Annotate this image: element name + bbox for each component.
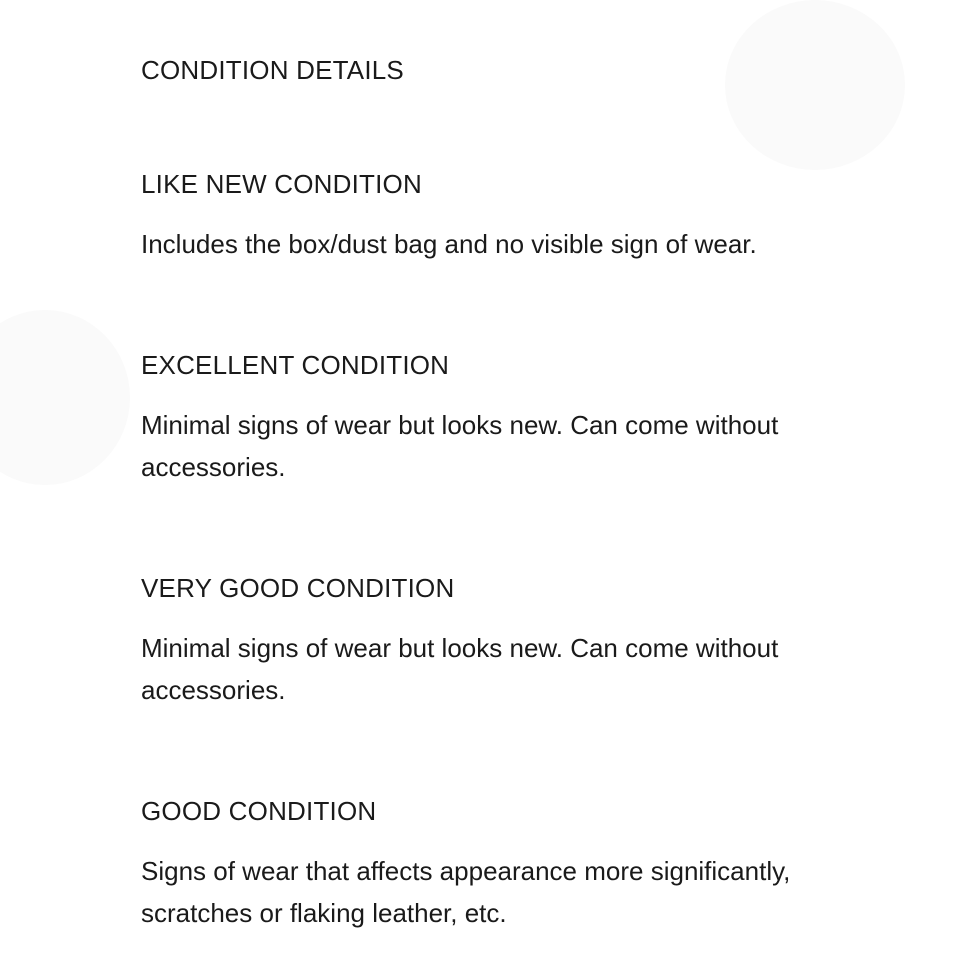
condition-heading: GOOD CONDITION (141, 796, 377, 826)
condition-very-good (141, 573, 821, 711)
condition-heading: VERY GOOD CONDITION (141, 573, 455, 603)
condition-description: Minimal signs of wear but looks new. Can come without accessories. (141, 410, 779, 482)
condition-heading: EXCELLENT CONDITION (141, 350, 450, 380)
condition-good (141, 796, 821, 934)
condition-heading: LIKE NEW CONDITION (141, 169, 422, 199)
condition-list (141, 169, 821, 934)
condition-description: Minimal signs of wear but looks new. Can come without accessories. (141, 633, 779, 705)
page-title: CONDITION DETAILS (141, 55, 404, 85)
decorative-circle-left (0, 310, 130, 485)
condition-description: Signs of wear that affects appearance more significantly, scratches or flaking leather, etc. (141, 856, 791, 928)
condition-details-panel (141, 55, 821, 934)
condition-like-new (141, 169, 821, 265)
condition-description: Includes the box/dust bag and no visible sign of wear. (141, 229, 757, 259)
condition-excellent (141, 350, 821, 488)
